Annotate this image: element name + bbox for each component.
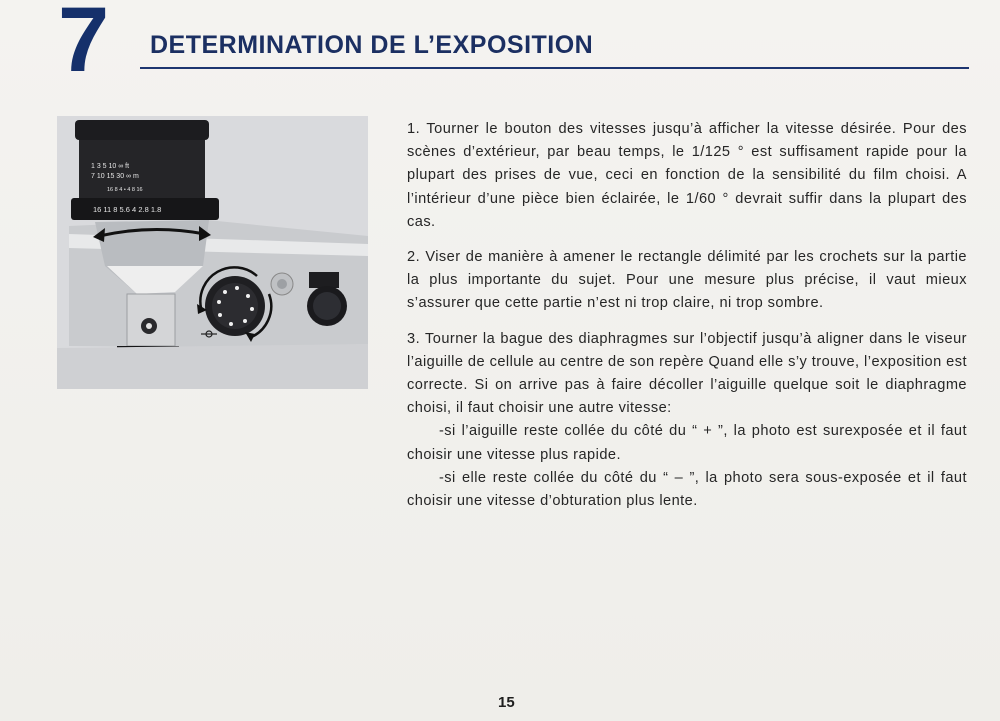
lens-scale-mid: 7 10 15 30 ∞ m (91, 173, 139, 180)
dial-mark (250, 307, 254, 311)
lens-dof-scale: 16 8 4 • 4 8 16 (107, 187, 143, 193)
shutter-dial-top (212, 283, 258, 329)
dial-mark (235, 286, 239, 290)
dial-mark (246, 294, 250, 298)
instruction-step-3-overexposed: -si l’aiguille reste collée du côté du “ + ”, la photo est surexposée et il faut choisir une vitesse plus rapide. (407, 423, 967, 463)
instruction-step-2: 2. Viser de manière à amener le rectangle délimité par les crochets sur la partie la plus importante du sujet. Pour une mesure plus précise, il vaut mieux s’assurer que cette partie n’est ni trop claire, ni trop sombre. (407, 249, 967, 312)
lens-front-ring (75, 120, 209, 140)
dial-mark (217, 300, 221, 304)
dial-mark (223, 290, 227, 294)
camera-photo (57, 116, 368, 389)
instruction-text (407, 118, 967, 513)
dial-mark (229, 322, 233, 326)
dial-mark (243, 319, 247, 323)
instruction-step-3: 3. Tourner la bague des diaphragmes sur l’objectif jusqu’à aligner dans le viseur l’aiguille de cellule au centre de son repère Quand elle s’y trouve, l’exposition est correcte. Si on arrive pas à faire décoller l’aiguille quelque soit le diaphragme choisi, il faut choisir une autre vitesse: (407, 330, 967, 417)
lens-scale-top: 1 3 5 10 ∞ ft (91, 163, 130, 170)
lens-aperture-scale: 16 11 8 5.6 4 2.8 1.8 (93, 205, 162, 214)
chapter-number: 7 (58, 0, 108, 91)
instruction-step-3-underexposed: -si elle reste collée du côté du “ – ”, la photo sera sous-exposée et il faut choisir une vitesse d’obturation plus lente. (407, 469, 967, 510)
film-counter-window (309, 272, 339, 288)
title-rule (140, 67, 969, 69)
shutter-release-center (277, 279, 287, 289)
film-rewind-knob-top (313, 292, 341, 320)
instruction-step-1: 1. Tourner le bouton des vitesses jusqu’à afficher la vitesse désirée. Pour des scènes d’extérieur, par beau temps, le 1/125 ° est suffisament rapide pour la plupart des prises de vue, ceci en fonction de la sensibilité du film choisi. A l’intérieur d’une pièce bien éclairée, le 1/60 ° devrait suffir dans la plupart des cas. (407, 121, 967, 230)
camera-lower-body (57, 344, 368, 389)
chapter-title: DETERMINATION DE L’EXPOSITION (150, 31, 594, 59)
camera-illustration (57, 116, 368, 389)
shoe-contact-center (146, 323, 152, 329)
page-number: 15 (498, 694, 515, 711)
dial-mark (218, 313, 222, 317)
